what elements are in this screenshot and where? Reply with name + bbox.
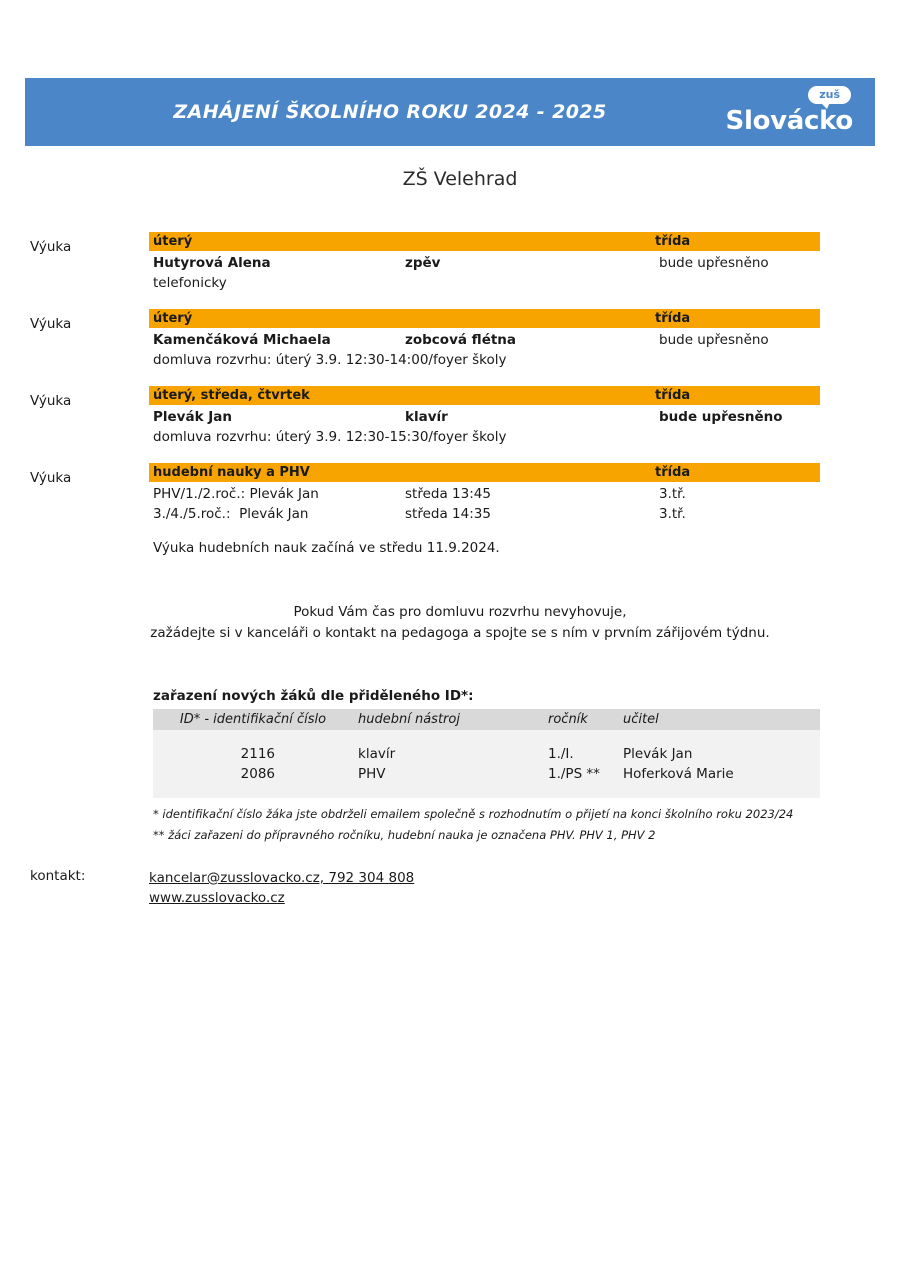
schedule-request-line2: zažádejte si v kanceláři o kontakt na pedagoga a spojte se s ním v prvním zářijovém týdnu. bbox=[150, 625, 770, 641]
table-row bbox=[153, 764, 820, 784]
lesson-note: domluva rozvrhu: úterý 3.9. 12:30-14:00/foyer školy bbox=[153, 352, 507, 368]
theory-time: středa 14:35 bbox=[405, 506, 491, 522]
lesson-body bbox=[149, 386, 820, 445]
schedule-request-note bbox=[0, 602, 900, 644]
table-spacer-row bbox=[153, 730, 820, 744]
cell-id: 2086 bbox=[153, 764, 353, 784]
lesson-body bbox=[149, 232, 820, 291]
lesson-label: Výuka bbox=[30, 393, 72, 409]
lesson-instrument: zobcová flétna bbox=[405, 332, 517, 348]
lesson-instrument: klavír bbox=[405, 409, 448, 425]
lesson-class-header: třída bbox=[655, 234, 691, 249]
logo-bubble-text: zuš bbox=[808, 86, 851, 104]
cell-instrument: PHV bbox=[353, 764, 543, 784]
lesson-body bbox=[149, 309, 820, 368]
lesson-block bbox=[0, 386, 900, 445]
lesson-block bbox=[0, 309, 900, 368]
contact-email-link[interactable]: kancelar@zusslovacko.cz, 792 304 808 bbox=[149, 870, 415, 886]
theory-detail-row bbox=[149, 502, 820, 522]
column-header-instrument: hudební nástroj bbox=[353, 709, 543, 730]
cell-teacher: Plevák Jan bbox=[618, 744, 820, 764]
spacer-cell bbox=[618, 730, 820, 744]
theory-detail-row bbox=[149, 482, 820, 502]
lesson-teacher: Plevák Jan bbox=[153, 409, 233, 425]
spacer-cell bbox=[618, 784, 820, 798]
lesson-day: úterý bbox=[153, 311, 193, 326]
lesson-header-row bbox=[149, 232, 820, 251]
cell-instrument: klavír bbox=[353, 744, 543, 764]
cell-teacher: Hoferková Marie bbox=[618, 764, 820, 784]
theory-group-label: PHV/1./2.roč.: bbox=[153, 486, 246, 502]
lesson-header-row bbox=[149, 309, 820, 328]
header-banner bbox=[25, 78, 875, 146]
theory-room: 3.tř. bbox=[659, 486, 686, 502]
theory-group bbox=[153, 486, 405, 502]
lesson-note: telefonicky bbox=[153, 275, 227, 291]
theory-class-header: třída bbox=[655, 465, 691, 480]
lesson-class-header: třída bbox=[655, 311, 691, 326]
school-name: ZŠ Velehrad bbox=[402, 168, 518, 190]
lesson-label: Výuka bbox=[30, 316, 72, 332]
contact-web-link[interactable]: www.zusslovacko.cz bbox=[149, 890, 285, 906]
lesson-teacher: Hutyrová Alena bbox=[153, 255, 271, 271]
lesson-room: bude upřesněno bbox=[659, 409, 783, 425]
cell-year: 1./PS ** bbox=[543, 764, 618, 784]
lesson-detail-row bbox=[149, 328, 820, 348]
document-content bbox=[0, 232, 900, 908]
spacer-cell bbox=[153, 730, 353, 744]
theory-room: 3.tř. bbox=[659, 506, 686, 522]
lesson-instrument: zpěv bbox=[405, 255, 441, 271]
contact-block bbox=[0, 868, 900, 908]
contact-links bbox=[149, 868, 900, 908]
lesson-label: Výuka bbox=[30, 239, 72, 255]
theory-teacher: Plevák Jan bbox=[239, 506, 309, 522]
table-spacer-row bbox=[153, 784, 820, 798]
enrollment-table bbox=[153, 709, 820, 798]
lesson-header-row bbox=[149, 386, 820, 405]
lesson-day: úterý, středa, čtvrtek bbox=[153, 388, 310, 403]
lesson-note: domluva rozvrhu: úterý 3.9. 12:30-15:30/foyer školy bbox=[153, 429, 507, 445]
footnote-phv: ** žáci zařazeni do přípravného ročníku, hudební nauka je označena PHV. PHV 1, PHV 2 bbox=[153, 828, 656, 842]
theory-start-note: Výuka hudebních nauk začíná ve středu 11.9.2024. bbox=[153, 540, 500, 556]
column-header-teacher: učitel bbox=[618, 709, 820, 730]
spacer-cell bbox=[153, 784, 353, 798]
theory-body bbox=[149, 463, 820, 522]
lesson-room: bude upřesněno bbox=[659, 332, 769, 348]
theory-teacher: Plevák Jan bbox=[249, 486, 319, 502]
theory-block bbox=[0, 463, 900, 522]
theory-time: středa 13:45 bbox=[405, 486, 491, 502]
page-title: ZAHÁJENÍ ŠKOLNÍHO ROKU 2024 - 2025 bbox=[173, 101, 607, 123]
lesson-class-header: třída bbox=[655, 388, 691, 403]
spacer-cell bbox=[543, 784, 618, 798]
lesson-block bbox=[0, 232, 900, 291]
lesson-teacher: Kamenčáková Michaela bbox=[153, 332, 331, 348]
enrollment-title: zařazení nových žáků dle přiděleného ID*: bbox=[153, 688, 474, 704]
spacer-cell bbox=[353, 730, 543, 744]
contact-label: kontakt: bbox=[30, 868, 86, 884]
cell-id: 2116 bbox=[153, 744, 353, 764]
school-logo bbox=[695, 78, 875, 146]
footnote-id: * identifikační číslo žáka jste obdrželi emailem společně s rozhodnutím o přijetí na konci školního roku 2023/24 bbox=[153, 807, 794, 821]
theory-header-row bbox=[149, 463, 820, 482]
theory-group bbox=[153, 506, 405, 522]
spacer-cell bbox=[353, 784, 543, 798]
lesson-day: úterý bbox=[153, 234, 193, 249]
table-row bbox=[153, 744, 820, 764]
table-header-row bbox=[153, 709, 820, 730]
column-header-year: ročník bbox=[543, 709, 618, 730]
theory-title: hudební nauky a PHV bbox=[153, 465, 310, 480]
theory-label: Výuka bbox=[30, 470, 72, 486]
theory-group-label: 3./4./5.roč.: bbox=[153, 506, 231, 522]
lesson-detail-row bbox=[149, 405, 820, 425]
lesson-room: bude upřesněno bbox=[659, 255, 769, 271]
schedule-request-line1: Pokud Vám čas pro domluvu rozvrhu nevyhovuje, bbox=[293, 604, 627, 620]
lesson-detail-row bbox=[149, 251, 820, 271]
column-header-id: ID* - identifikační číslo bbox=[153, 709, 353, 730]
cell-year: 1./I. bbox=[543, 744, 618, 764]
spacer-cell bbox=[543, 730, 618, 744]
logo-main-text: Slovácko bbox=[725, 106, 853, 136]
